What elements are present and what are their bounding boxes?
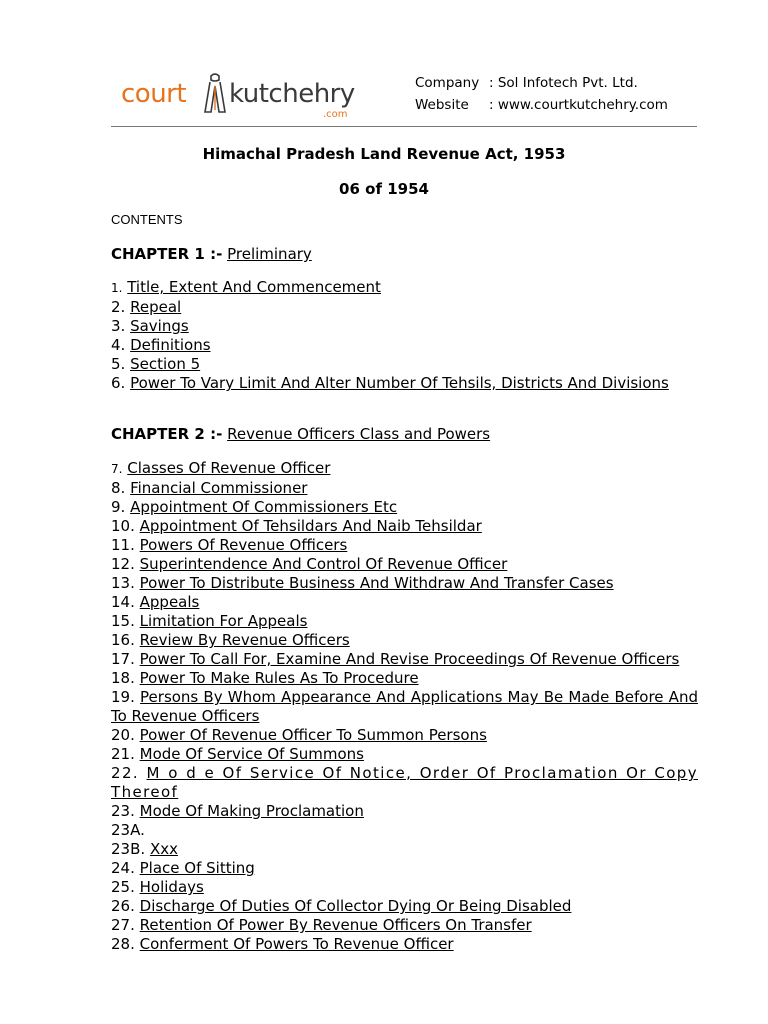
chapter-1-sections <box>111 278 698 393</box>
section-link[interactable]: Review By Revenue Officers <box>139 631 350 649</box>
section-link[interactable]: Power To Distribute Business And Withdraw And Transfer Cases <box>139 574 614 592</box>
chapter-2-link[interactable]: Revenue Officers Class and Powers <box>227 425 491 443</box>
section-item <box>111 916 698 935</box>
section-link[interactable]: Power To Vary Limit And Alter Number Of Tehsils, Districts And Divisions <box>130 374 669 392</box>
section-link[interactable]: Appeals <box>139 593 200 611</box>
page-header <box>111 62 697 128</box>
section-item <box>111 517 698 536</box>
section-link[interactable]: Limitation For Appeals <box>139 612 308 630</box>
chapter-2-heading <box>111 425 490 443</box>
section-number: 6. <box>111 374 126 392</box>
section-number: 27. <box>111 916 135 934</box>
section-number: 8. <box>111 479 126 497</box>
company-label: Company <box>415 75 480 91</box>
section-link[interactable]: Mode Of Service Of Summons <box>139 745 364 763</box>
section-link[interactable]: Conferment Of Powers To Revenue Officer <box>139 935 454 953</box>
section-link[interactable]: Power To Call For, Examine And Revise Proceedings Of Revenue Officers <box>139 650 680 668</box>
section-item <box>111 897 698 916</box>
section-item <box>111 745 698 764</box>
section-number: 4. <box>111 336 126 354</box>
section-link[interactable]: Classes Of Revenue Officer <box>127 459 331 477</box>
section-link[interactable]: Retention Of Power By Revenue Officers On Transfer <box>139 916 532 934</box>
section-number: 14. <box>111 593 135 611</box>
chapter-2-sections <box>111 459 698 954</box>
section-number: 25. <box>111 878 135 896</box>
section-number: 9. <box>111 498 126 516</box>
section-item <box>111 726 698 745</box>
section-number: 11. <box>111 536 135 554</box>
section-number: 16. <box>111 631 135 649</box>
website-row <box>415 94 668 116</box>
section-item <box>111 593 698 612</box>
section-item <box>111 859 698 878</box>
section-number: 10. <box>111 517 135 535</box>
section-link[interactable]: Persons By Whom Appearance And Applications May Be Made Before And To Revenue Officers <box>111 688 698 725</box>
section-number: 21. <box>111 745 135 763</box>
section-link[interactable]: Appointment Of Tehsildars And Naib Tehsildar <box>139 517 482 535</box>
header-divider <box>111 126 697 127</box>
section-item <box>111 536 698 555</box>
section-link[interactable]: Holidays <box>139 878 204 896</box>
section-number: 15. <box>111 612 135 630</box>
section-link[interactable]: Financial Commissioner <box>130 479 308 497</box>
section-number: 13. <box>111 574 135 592</box>
section-number: 19. <box>111 688 135 706</box>
section-link[interactable]: Power Of Revenue Officer To Summon Persons <box>139 726 487 744</box>
section-item <box>111 935 698 954</box>
section-link[interactable]: Powers Of Revenue Officers <box>139 536 348 554</box>
section-item <box>111 688 698 726</box>
logo-court-text: court <box>121 79 187 109</box>
section-item <box>111 317 698 336</box>
section-link[interactable]: Appointment Of Commissioners Etc <box>130 498 398 516</box>
section-link[interactable]: Place Of Sitting <box>139 859 255 877</box>
logo-kutchehry-text: kutchehry <box>229 79 355 109</box>
company-row <box>415 72 668 94</box>
section-number: 23B. <box>111 840 146 858</box>
section-number: 26. <box>111 897 135 915</box>
chapter-1-link[interactable]: Preliminary <box>227 245 312 263</box>
section-number: 17. <box>111 650 135 668</box>
section-number: 12. <box>111 555 135 573</box>
chapter-2-label: CHAPTER 2 :- <box>111 425 223 443</box>
website-value[interactable]: : www.courtkutchehry.com <box>489 97 668 113</box>
section-item <box>111 479 698 498</box>
section-item <box>111 669 698 688</box>
chapter-1-label: CHAPTER 1 :- <box>111 245 223 263</box>
section-item <box>111 840 698 859</box>
chapter-1-heading <box>111 245 312 263</box>
section-item <box>111 355 698 374</box>
contents-label: CONTENTS <box>111 212 183 227</box>
section-number: 18. <box>111 669 135 687</box>
section-item <box>111 555 698 574</box>
section-item <box>111 336 698 355</box>
judge-gown-icon <box>201 72 229 116</box>
section-item <box>111 821 698 840</box>
section-link[interactable]: Savings <box>130 317 189 335</box>
website-label: Website <box>415 97 469 113</box>
section-item <box>111 764 698 802</box>
section-link[interactable]: Title, Extent And Commencement <box>127 278 381 296</box>
section-number: 7. <box>111 462 123 476</box>
document-title: Himachal Pradesh Land Revenue Act, 1953 <box>202 145 566 163</box>
section-number: 24. <box>111 859 135 877</box>
section-item <box>111 459 698 479</box>
section-item <box>111 802 698 821</box>
section-number: 1. <box>111 281 123 295</box>
company-info <box>415 72 668 116</box>
section-item <box>111 374 698 393</box>
section-link[interactable]: Mode Of Making Proclamation <box>139 802 364 820</box>
section-number: 20. <box>111 726 135 744</box>
company-value: : Sol Infotech Pvt. Ltd. <box>489 75 638 91</box>
section-item <box>111 878 698 897</box>
section-link[interactable]: M o d e Of Service Of Notice, Order Of Proclamation Or Copy Thereof <box>111 764 698 801</box>
section-item <box>111 650 698 669</box>
section-number: 3. <box>111 317 126 335</box>
section-link[interactable]: Repeal <box>130 298 182 316</box>
section-number: 22. <box>111 764 140 782</box>
section-link[interactable]: Superintendence And Control Of Revenue Officer <box>139 555 508 573</box>
section-item <box>111 278 698 298</box>
logo-com-text: .com <box>323 109 348 120</box>
section-number: 23. <box>111 802 135 820</box>
section-link[interactable]: Section 5 <box>130 355 201 373</box>
section-number: 5. <box>111 355 126 373</box>
section-item <box>111 498 698 517</box>
section-number: 23A. <box>111 821 145 839</box>
section-link[interactable]: Xxx <box>149 840 178 858</box>
section-number: 2. <box>111 298 126 316</box>
section-link[interactable]: Discharge Of Duties Of Collector Dying Or Being Disabled <box>139 897 572 915</box>
section-link[interactable]: Power To Make Rules As To Procedure <box>139 669 419 687</box>
section-item <box>111 612 698 631</box>
act-number: 06 of 1954 <box>339 180 429 198</box>
section-number: 28. <box>111 935 135 953</box>
section-item <box>111 574 698 593</box>
section-item <box>111 298 698 317</box>
section-item <box>111 631 698 650</box>
section-link[interactable]: Definitions <box>130 336 211 354</box>
